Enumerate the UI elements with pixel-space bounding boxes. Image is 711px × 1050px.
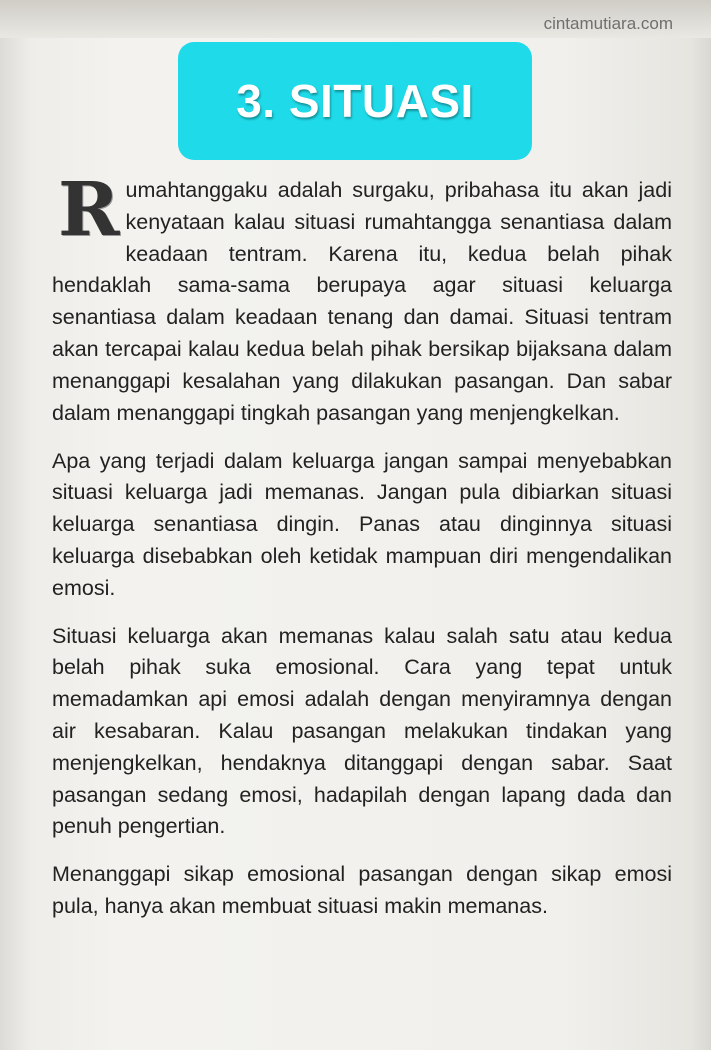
body-text — [52, 167, 672, 939]
drop-cap: R — [58, 167, 120, 253]
paragraph-1-text: umahtanggaku adalah surgaku, pribahasa itu akan jadi kenyataan kalau situasi rumahtangga senantiasa dalam keadaan tentram. Karena itu, kedua belah pihak hendaklah sama-sama berupaya agar situasi keluarga senantiasa dalam keadaan tenang dan damai. Situasi tentram akan tercapai kalau kedua belah pihak bersikap bijaksana dalam menanggapi kesalahan yang dilakukan pasangan. Dan sabar dalam menanggapi tingkah pasangan yang menjengkelkan. — [52, 178, 672, 425]
paragraph-1 — [52, 167, 672, 430]
page-title: 3. SITUASI — [236, 75, 474, 127]
paragraph-3: Situasi keluarga akan memanas kalau salah satu atau kedua belah pihak suka emosional. Cara yang tepat untuk memadamkan api emosi adalah dengan menyiramnya dengan air kesabaran. Kalau pasangan melakukan tindakan yang menjengkelkan, hendaknya ditanggapi dengan sabar. Saat pasangan sedang emosi, hadapilah dengan lapang dada dan penuh pengertian. — [52, 623, 672, 839]
watermark: cintamutiara.com — [543, 14, 673, 33]
paragraph-4: Menanggapi sikap emosional pasangan dengan sikap emosi pula, hanya akan membuat situasi makin memanas. — [52, 862, 672, 919]
title-banner — [178, 42, 532, 160]
paragraph-2: Apa yang terjadi dalam keluarga jangan sampai menyebabkan situasi keluarga jadi memanas. Jangan pula dibiarkan situasi keluarga senantiasa dingin. Panas atau dinginnya situasi keluarga disebabkan oleh ketidak mampuan diri mengendalikan emosi. — [52, 448, 672, 600]
